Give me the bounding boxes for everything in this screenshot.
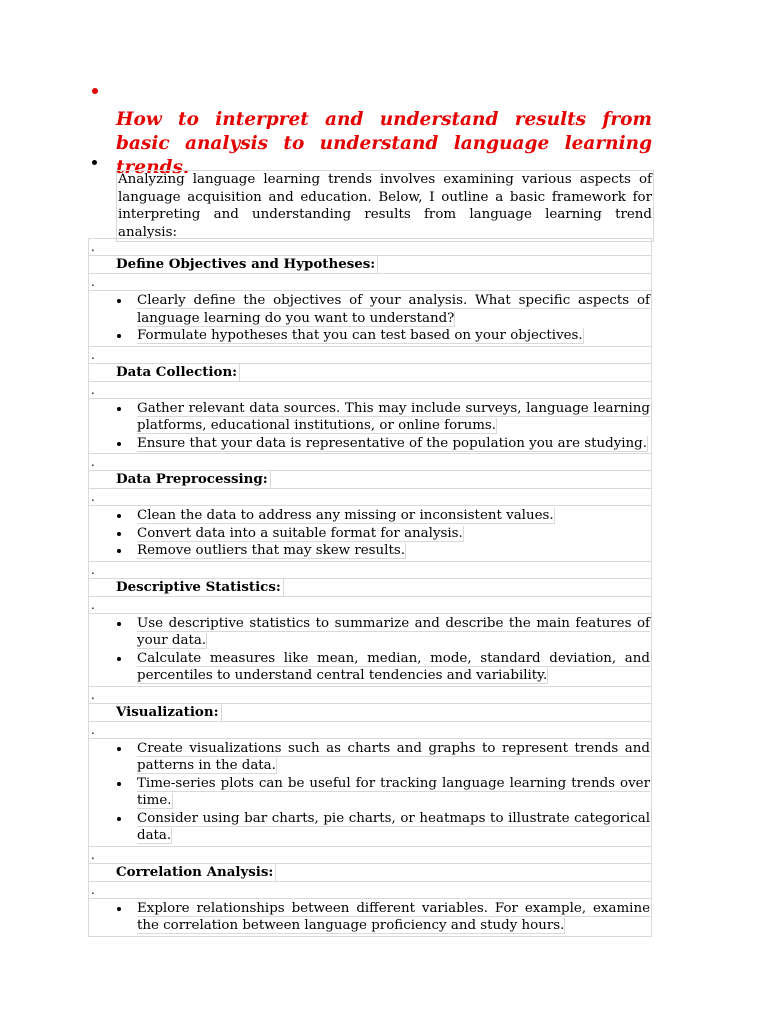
- bullet-dot-icon: [117, 747, 121, 751]
- bullet-dot-icon: [117, 514, 121, 518]
- section-heading: Data Collection:: [116, 364, 240, 381]
- bullet-dot-icon: [117, 782, 121, 786]
- sections-outline: [88, 238, 652, 937]
- section-heading-row: [88, 470, 652, 488]
- section-heading-row: [88, 863, 652, 881]
- bullet-dot-icon: [117, 532, 121, 536]
- list-item: [137, 507, 651, 525]
- section-heading-row: [88, 255, 652, 273]
- section-heading: Correlation Analysis:: [116, 864, 276, 881]
- bullet-list: [89, 900, 651, 935]
- bullet-dot-icon: [117, 657, 121, 661]
- section-marker: .: [88, 561, 652, 578]
- list-item-text: Convert data into a suitable format for analysis.: [137, 525, 463, 541]
- bullet-list: [89, 292, 651, 345]
- list-item: [137, 525, 651, 543]
- section-marker: .: [88, 686, 652, 703]
- list-item: [137, 775, 651, 810]
- section-heading: Data Preprocessing:: [116, 471, 271, 488]
- outline-end-rule: [88, 936, 652, 937]
- bullet-list: [89, 507, 651, 560]
- bullet-list-block: [88, 290, 652, 346]
- bullet-list: [89, 400, 651, 453]
- bullet-dot-icon: [117, 407, 121, 411]
- list-item-text: Formulate hypotheses that you can test based on your objectives.: [137, 328, 583, 343]
- list-item: [137, 435, 651, 453]
- list-item: [137, 292, 651, 327]
- list-item-text: Use descriptive statistics to summarize and describe the main features of your data.: [137, 615, 650, 648]
- list-marker: .: [88, 596, 652, 613]
- bullet-dot-icon: [117, 907, 121, 911]
- intro-bullet: [92, 160, 97, 165]
- list-marker: .: [88, 273, 652, 290]
- bullet-dot-icon: [117, 817, 121, 821]
- list-item: [137, 400, 651, 435]
- section-heading: Define Objectives and Hypotheses:: [116, 256, 378, 273]
- intro-paragraph: Analyzing language learning trends involves examining various aspects of language acquisition and education. Below, I outline a basic framework for interpreting and understanding results from language learning trend analysis:: [116, 170, 654, 242]
- bullet-list-block: [88, 738, 652, 846]
- list-item-text: Time-series plots can be useful for tracking language learning trends over time.: [137, 775, 650, 808]
- bullet-list-block: [88, 898, 652, 936]
- section-heading-row: [88, 578, 652, 596]
- list-item-text: Create visualizations such as charts and graphs to represent trends and patterns in the data.: [137, 740, 650, 773]
- list-item-text: Gather relevant data sources. This may include surveys, language learning platforms, educational institutions, or online forums.: [137, 400, 650, 433]
- list-item: [137, 542, 651, 560]
- list-item-text: Ensure that your data is representative of the population you are studying.: [137, 435, 648, 451]
- list-marker: .: [88, 488, 652, 505]
- list-item: [137, 740, 651, 775]
- list-item-text: Remove outliers that may skew results.: [137, 543, 405, 558]
- section-heading: Visualization:: [116, 704, 222, 721]
- list-marker: .: [88, 721, 652, 738]
- list-item: [137, 900, 651, 935]
- section-marker: .: [88, 346, 652, 363]
- section-heading-row: [88, 703, 652, 721]
- bullet-list: [89, 740, 651, 845]
- section-marker: .: [88, 453, 652, 470]
- section-marker: .: [88, 846, 652, 863]
- list-marker: .: [88, 381, 652, 398]
- bullet-list-block: [88, 505, 652, 561]
- list-item: [137, 327, 651, 345]
- title-bullet: [92, 88, 98, 94]
- list-item-text: Explore relationships between different variables. For example, examine the correlation between language proficiency and study hours.: [137, 900, 650, 933]
- list-item-text: Consider using bar charts, pie charts, or heatmaps to illustrate categorical data.: [137, 810, 650, 843]
- list-item: [137, 650, 651, 685]
- bullet-dot-icon: [117, 299, 121, 303]
- list-item: [137, 810, 651, 845]
- bullet-list: [89, 615, 651, 685]
- list-item: [137, 615, 651, 650]
- list-item-text: Calculate measures like mean, median, mode, standard deviation, and percentiles to understand central tendencies and variability.: [137, 650, 650, 683]
- bullet-dot-icon: [117, 334, 121, 338]
- section-heading: Descriptive Statistics:: [116, 579, 284, 596]
- section-heading-row: [88, 363, 652, 381]
- section-marker: .: [88, 238, 652, 255]
- list-item-text: Clearly define the objectives of your analysis. What specific aspects of language learning do you want to understand?: [137, 293, 650, 326]
- document-title: How to interpret and understand results from basic analysis to understand language learning trends.: [116, 109, 652, 178]
- list-marker: .: [88, 881, 652, 898]
- list-item-text: Clean the data to address any missing or inconsistent values.: [137, 508, 554, 523]
- bullet-dot-icon: [117, 549, 121, 553]
- bullet-list-block: [88, 613, 652, 686]
- bullet-list-block: [88, 398, 652, 454]
- bullet-dot-icon: [117, 622, 121, 626]
- bullet-dot-icon: [117, 442, 121, 446]
